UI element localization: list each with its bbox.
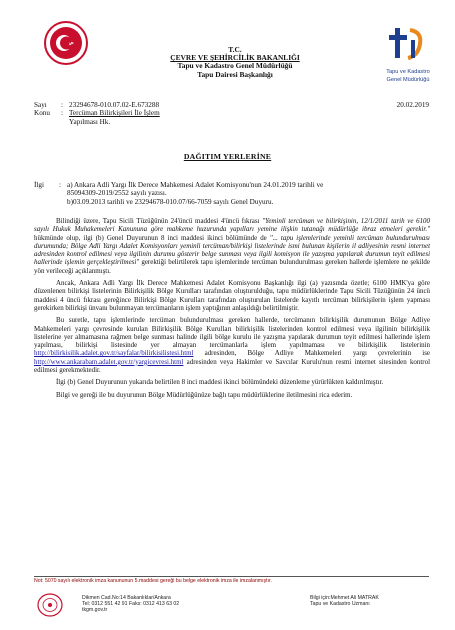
ministry-emblem-icon [43,20,89,66]
distribution-title: DAĞITIM YERLERİNE [183,152,272,161]
ilgi-b: b)03.09.2013 tarihli ve 23294678-010.07/66-7059 sayılı Genel Duyuru. [67,197,274,206]
tkgm-logo-caption-1: Tapu ve Kadastro [386,69,430,75]
letter-body [34,217,430,399]
letterhead-line-1: T.C. [228,45,242,54]
reference-block: İlgi : a) Ankara Adli Yargı İlk Derece Mahkemesi Adalet Komisyonu'nun 24.01.2019 tarihli ve 85094309-2019/2552 sayılı yazısı. b)03.09.2013 tarihli ve 23294678-010.07/66-7059 sayılı Genel Duyuru. [34,181,429,206]
tkgm-logo-icon [386,26,430,62]
letterhead-directorate: Tapu ve Kadastro Genel Müdürlüğü [177,61,293,71]
quality-stamp-icon [36,592,64,618]
ilgi-a: a) Ankara Adli Yargı İlk Derece Mahkemesi Adalet Komisyonu'nun 24.01.2019 tarihli ve [67,181,324,189]
footer-website[interactable]: tkgm.gov.tr [82,607,108,614]
paragraph-5: Bilgi ve gereği ile bu duyurunun Bölge Müdürlüğünüze bağlı tapu müdürlüklerine iletilmesini rica ederim. [56,390,353,399]
link-yargi-cevresi[interactable]: http://www.ankarabam.adalet.gov.tr/yargicevresi.html [34,357,184,366]
quote-announcement: "... tapu işlemlerinde yeminli tercüman bulundurulması durumunda; Bölge Adli Yargı Adalet Komisyonları yeminli tercüman/bilirkişi listelerinde ismi bulunan kişilerin il adliyesinin resmi internet adresinden kontrol edilmesi veya ilgilinin durumu gösterir belge sunması veya ilgili komisyon ile yazışma yapılarak durumun teyit edilmesi hallerinde işlemin gerçekleştirilmesi" [34,233,430,267]
paragraph-1: Bilindiği üzere, Tapu Sicili Tüzüğünün 24'üncü maddesi 4'üncü fıkrası "Yeminli tercüman ve bilirkişinin, 12/1/2011 tarih ve 6100 sayılı Hukuk Muhakemeleri Kanununa göre mahkeme huzurunda yapılları yemine ilişkin tutanağı müdürlüğe ibraz etmeleri gerekir." hükmünde olup, ilgi (b) Genel Duyurunun 8 inci maddesi ikinci bölümünde de "... tapu işlemlerinde yeminli tercüman bulundurulması durumunda; Bölge Adli Yargı Adalet Komisyonları yeminli tercüman/bilirkişi listelerinde ismi bulunan kişilerin il adliyesinin resmi internet adresinden kontrol edilmesi veya ilgilinin durumu gösterir belge sunması veya ilgili komisyon ile yazışma yapılarak durumun teyit edilmesi hallerinde işlemin gerçekleştirilmesi" gerektiği belirtilerek tapu işlemlerinde tercüman bulundurulması gereken hallerde işlemlere ne şekilde yön verileceği açıklanmıştı. [34,217,430,275]
ilgi-a-cont: 85094309-2019/2552 sayılı yazısı. [67,189,167,198]
link-bilirkisi-list[interactable]: http://bilirkisilik.adalet.gov.tr/sayfalar/bilirkisilistesi.html [34,349,194,358]
paragraph-4: İlgi (b) Genel Duyurunun yukarıda belirtilen 8 inci maddesi ikinci bölümündeki düzenleme yürürlükten kaldırılmıştır. [56,378,384,387]
letterhead-ministry: ÇEVRE VE ŞEHİRCİLİK BAKANLIĞI [170,53,300,63]
tkgm-logo-caption-2: Genel Müdürlüğü [386,77,430,83]
sayi-row: Sayı : 23294678-010.07.02-E.673288 [34,101,429,109]
document-date: 20.02.2019 [396,101,429,109]
footer-divider [34,576,429,577]
letterhead [110,46,360,79]
paragraph-2: Ancak, Ankara Adli Yargı İlk Derece Mahkemesi Adalet Komisyonu Başkanlığı ilgi (a) yazısında özetle; 6100 HMK'ya göre düzenlenen bilirkişi listelerinin Bilirkişilik Bölge Kurulları tarafından oluşturulduğu, tapu müdürlüklerinde Tapu Sicili Tüzüğünün 24 üncü maddesi 4 üncü fıkrası gereğince Bilirkişi Bölge Kurulları tarafından oluşturulan listelerde kayıtlı tercüman bilirkişilerin işlem yapması gerekirken bilirkişi ünvanı bulunmayan tercümanların işlem yaptığının anlaşıldığı belirtilmiştir. [34,279,430,312]
konu-value-cont: Yapılması Hk. [69,117,111,126]
document-meta [34,101,429,126]
sayi-label: Sayı [34,101,47,109]
ilgi-label: İlgi [34,181,44,189]
letterhead-department: Tapu Dairesi Başkanlığı [197,69,273,79]
footer-address: Dikmen Cad.No:14 Bakanlıklar/Ankara Tel: 0312 551 42 91 Faks: 0312 413 63 02 tkgm.gov.tr [82,595,180,614]
konu-value: Tercüman Bilirkişileri İle İşlem [69,109,160,118]
e-signature-note: Not: 5070 sayılı elektronik imza kanununun 5.maddesi gereği bu belge elektronik imza ile imzalanmıştır. [34,578,272,584]
konu-row: Konu : Tercüman Bilirkişileri İle İşlem [34,109,160,118]
sayi-value: 23294678-010.07.02-E.673288 [69,101,160,109]
footer-contact-info: Bilgi için:Mehmet Ali MATRAK Tapu ve Kadastro Uzmanı [310,595,379,608]
tkgm-logo [378,26,438,83]
konu-label: Konu [34,109,50,118]
quote-regulation: "Yeminli tercüman ve bilirkişinin, 12/1/2011 tarih ve 6100 sayılı Hukuk Muhakemeleri Kanununa göre mahkeme huzurunda yapılları yemine ilişkin tutanağı müdürlüğe ibraz etmeleri gerekir." [34,217,430,234]
paragraph-3: Bu suretle, tapu işlemlerinde tercüman bulundurulması gereken hallerde, tercümanın bilirkişilik durumunun Bölge Adliye Mahkemeleri yargı çevresinde kurulan Bilirkişilik Bölge Kurulları bilirkişilik listelerinden kontrol edilmesi veya ilgilinin bilirkişilik listelerine yer almamasına rağmen belge sunması halinde ilgili bölge kurulu ile yazışma yapılarak durumun teyit edilmesi hallerinde işlem yapılması, bilirkişi listesinde yer almayan tercümanlarla işlem yapılmaması ve bilirkişilik listelerinin http://bilirkisilik.adalet.gov.tr/sayfalar/bilirkisilistesi.html adresinden, Bölge Adliye Mahkemeleri yargı çevrelerinin ise http://www.ankarabam.adalet.gov.tr/yargicevresi.html adresinden veya Hakimler ve Savcılar Kurulu'nun resmi internet sitesinden kontrol edilmesi gerekmektedir. [34,316,430,375]
